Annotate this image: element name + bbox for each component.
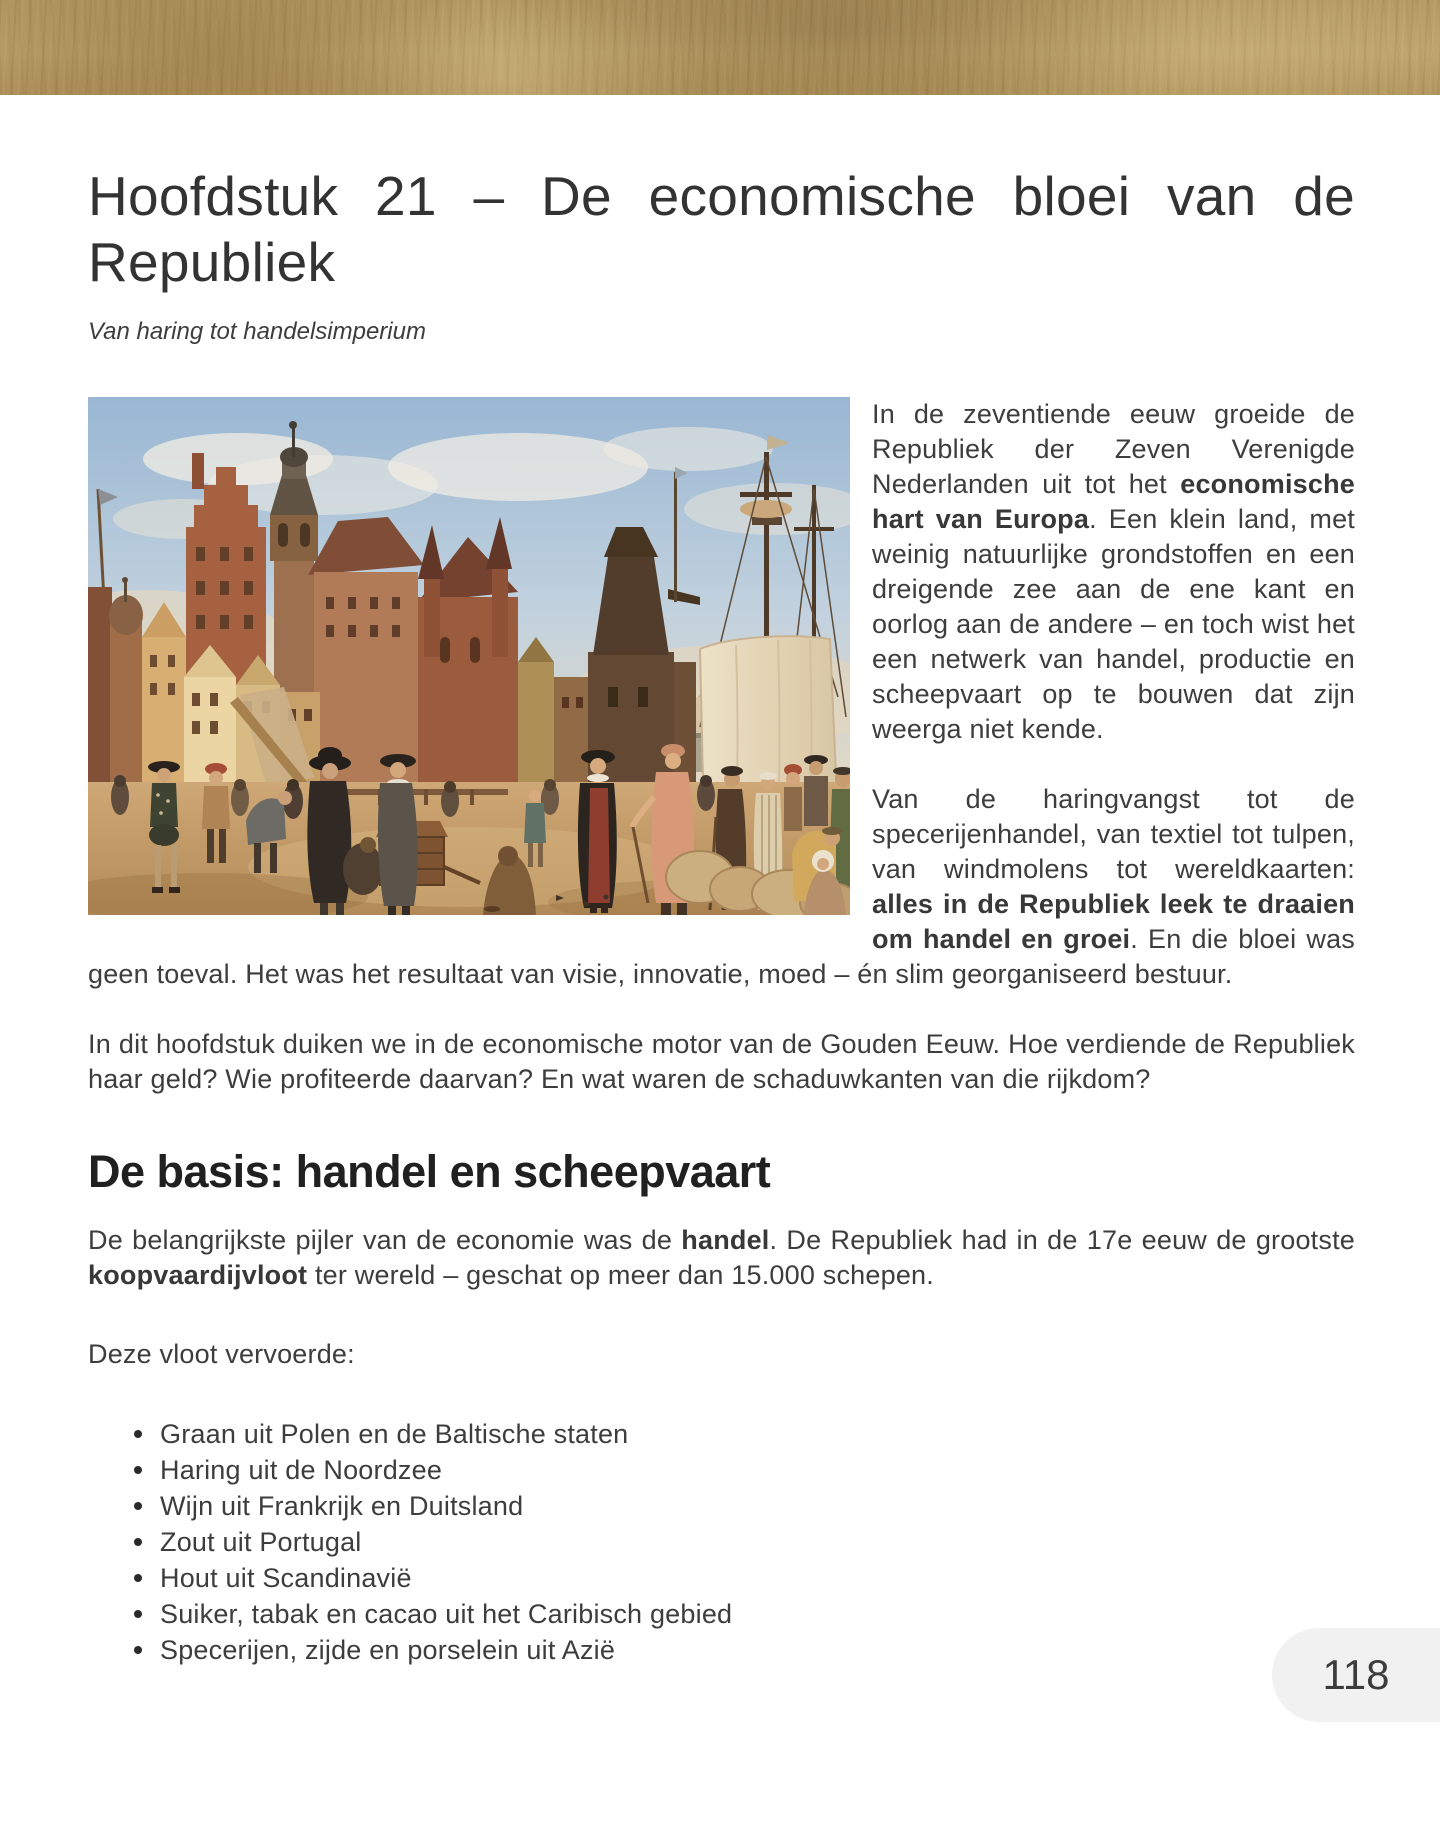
page-number-badge (1272, 1628, 1440, 1722)
page-content (88, 95, 1355, 1668)
list-lead-in: Deze vloot vervoerde: (88, 1339, 355, 1369)
fleet-cargo-list (88, 1416, 1355, 1668)
section-paragraph-1 (88, 1223, 1355, 1293)
list-item: Zout uit Portugal (160, 1524, 1355, 1560)
list-item: Graan uit Polen en de Baltische staten (160, 1416, 1355, 1452)
page-number: 118 (1322, 1651, 1390, 1698)
list-item: Haring uit de Noordzee (160, 1452, 1355, 1488)
intro-section (88, 397, 1355, 1097)
subtitle: Van haring tot handelsimperium (88, 318, 426, 345)
text-segment: De belangrijkste pijler van de economie was de (88, 1225, 682, 1255)
text-segment: . En die bloei was geen toeval. Het was het resultaat van visie, innovatie, moed – én slim georganiseerd bestuur. (88, 924, 1355, 989)
list-item: Suiker, tabak en cacao uit het Caribisch gebied (160, 1596, 1355, 1632)
bold-text-segment: economische hart van Europa (872, 469, 1355, 534)
list-item: Hout uit Scandinavië (160, 1560, 1355, 1596)
text-segment: In de zeventiende eeuw groeide de Republiek der Zeven Verenigde Nederlanden uit tot het (872, 399, 1355, 499)
bold-text-segment: handel (681, 1225, 770, 1255)
bold-text-segment: alles in de Republiek leek te draaien om handel en groei (872, 889, 1355, 954)
text-segment: Van de haringvangst tot de specerijenhandel, van textiel tot tulpen, van windmolens tot wereldkaarten: (872, 784, 1355, 884)
list-item: Wijn uit Frankrijk en Duitsland (160, 1488, 1355, 1524)
page-title (88, 163, 1355, 295)
bold-text-segment: koopvaardijvloot (88, 1260, 308, 1290)
harbor-painting (88, 397, 850, 915)
text-segment: . Een klein land, met weinig natuurlijke grondstoffen en een dreigende zee aan de ene kant en oorlog aan de andere – en toch wist het een netwerk van handel, productie en scheepvaart op te bouwen dat zijn weerga niet kende. (872, 504, 1356, 744)
list-item: Specerijen, zijde en porselein uit Azië (160, 1632, 1355, 1668)
text-segment: . De Republiek had in de 17e eeuw de grootste (769, 1225, 1355, 1255)
section-heading: De basis: handel en scheepvaart (88, 1146, 771, 1197)
page-title-line1: Hoofdstuk 21 – De economische bloei van de (88, 165, 1355, 227)
parchment-header-band (0, 0, 1440, 95)
harbor-painting-svg (88, 397, 850, 915)
intro-paragraph-3: In dit hoofdstuk duiken we in de economische motor van de Gouden Eeuw. Hoe verdiende de Republiek haar geld? Wie profiteerde daarvan? En wat waren de schaduwkanten van die rijkdom? (88, 1029, 1355, 1094)
text-segment: ter wereld – geschat op meer dan 15.000 schepen. (307, 1260, 934, 1290)
page-title-line2: Republiek (88, 231, 336, 293)
